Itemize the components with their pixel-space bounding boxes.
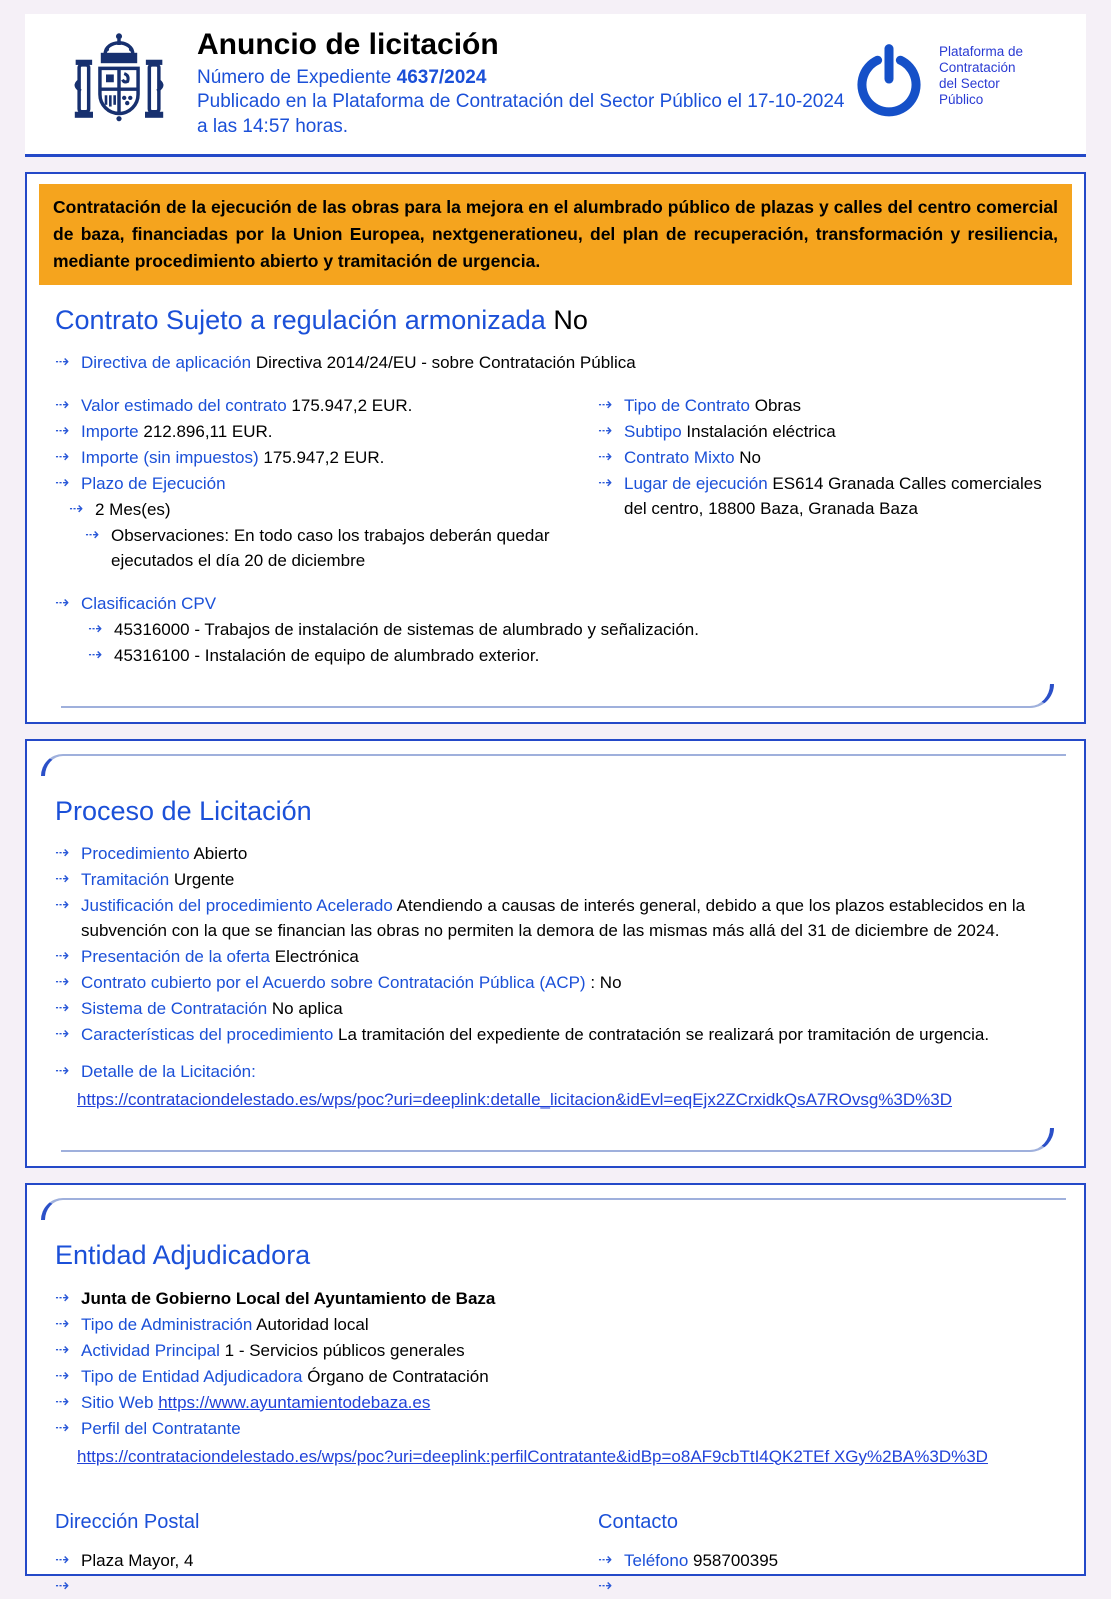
right-column: [598, 392, 1056, 574]
field-value: 175.947,2 EUR.: [291, 396, 413, 416]
dashed-arrow-icon: ⇢: [55, 1417, 70, 1438]
field-label: Contrato cubierto por el Acuerdo sobre Contratación Pública (ACP): [81, 973, 586, 993]
field-value: 958700395: [693, 1550, 779, 1570]
dashed-arrow-icon: ⇢: [55, 1575, 70, 1596]
field-row: [55, 970, 1056, 995]
field-row: [55, 1286, 1056, 1311]
field-value: Abierto: [193, 844, 248, 864]
field-row: [55, 944, 1056, 969]
dashed-arrow-icon: ⇢: [55, 1549, 70, 1570]
field-value: Plaza Mayor, 4: [81, 1550, 194, 1570]
section-title-text: Contrato Sujeto a regulación armonizada: [55, 305, 546, 336]
section-proceso: [25, 739, 1086, 1168]
dashed-arrow-icon: ⇢: [55, 946, 70, 967]
section-entidad: [25, 1183, 1086, 1596]
profile-link-row: [55, 1444, 1056, 1469]
header-text-block: [197, 26, 848, 139]
field-value: Autoridad local: [256, 1314, 369, 1334]
section-end-curve: [61, 1128, 1054, 1152]
published-line: Publicado en la Plataforma de Contratación del Sector Público el 17-10-2024 a las 14:57 horas.: [197, 91, 845, 137]
platform-logo-line: del Sector: [939, 75, 1000, 91]
field-row: [55, 1022, 1056, 1047]
section-title: [55, 305, 1056, 336]
power-icon: [848, 34, 930, 124]
field-value: La tramitación del expediente de contratación se realizará por tramitación de urgencia.: [338, 1025, 990, 1045]
field-label: Justificación del procedimiento Acelerado: [81, 896, 393, 916]
field-label: Sitio Web: [81, 1392, 154, 1412]
field-row: [69, 497, 598, 522]
header: [25, 14, 1086, 157]
org-name: Junta de Gobierno Local del Ayuntamiento de Baza: [81, 1288, 496, 1308]
field-label: Valor estimado del contrato: [81, 396, 287, 416]
field-row: [598, 1548, 1056, 1573]
field-value: 45316100 - Instalación de equipo de alumbrado exterior.: [114, 646, 540, 666]
field-label: Clasificación CPV: [81, 594, 217, 614]
field-row: [55, 419, 598, 444]
field-row: [55, 350, 1056, 375]
field-value: : No: [590, 973, 622, 993]
dashed-arrow-icon: ⇢: [55, 395, 70, 416]
dashed-arrow-icon: ⇢: [55, 1313, 70, 1334]
dashed-arrow-icon: ⇢: [55, 1391, 70, 1412]
field-row: [55, 1416, 1056, 1441]
dashed-arrow-icon: ⇢: [55, 843, 70, 864]
field-label: Sistema de Contratación: [81, 999, 268, 1019]
field-row: [55, 471, 598, 496]
field-label: Directiva de aplicación: [81, 353, 252, 373]
dashed-arrow-icon: ⇢: [55, 1061, 70, 1082]
section-title: Proceso de Licitación: [55, 796, 312, 827]
field-label: Procedimiento: [81, 844, 190, 864]
field-value: 2 Mes(es): [95, 500, 171, 520]
field-value: No: [739, 448, 762, 468]
page-title: Anuncio de licitación: [197, 28, 499, 61]
dashed-arrow-icon: ⇢: [85, 525, 100, 546]
dashed-arrow-icon: ⇢: [598, 447, 613, 468]
field-row: [55, 591, 1056, 616]
spain-coat-of-arms-logo: [67, 28, 171, 140]
field-row: [55, 393, 598, 418]
detail-link-row: [55, 1087, 1056, 1112]
field-label: Actividad Principal: [81, 1340, 220, 1360]
banner: Contratación de la ejecución de las obras para la mejora en el alumbrado público de plazas y calles del centro comercial de baza, financiadas por la Union Europea, nextgenerationeu, del plan de recuperación, transformación y resiliencia, mediante procedimiento abierto y tramitación de urgencia.: [39, 184, 1072, 285]
profile-link[interactable]: https://contrataciondelestado.es/wps/poc?uri=deeplink:perfilContratante&idBp=o8AF9cbTtI4QK2TEf XGy%2BA%3D%3D: [77, 1446, 988, 1466]
two-column-area: [55, 392, 1056, 574]
field-row: [55, 445, 598, 470]
field-value: Observaciones: En todo caso los trabajos deberán quedar ejecutados el día 20 de diciembre: [111, 526, 550, 571]
left-column: [55, 392, 598, 574]
field-row: [55, 1548, 598, 1573]
field-value: Obras: [754, 396, 802, 416]
field-row: [88, 643, 1056, 668]
dashed-arrow-icon: ⇢: [55, 1365, 70, 1386]
platform-logo-line: Público: [939, 91, 984, 107]
expediente-label: Número de Expediente: [197, 67, 392, 88]
field-row: [55, 1312, 1056, 1337]
field-label: Tipo de Entidad Adjudicadora: [81, 1366, 303, 1386]
field-label: Subtipo: [624, 422, 682, 442]
field-row: [55, 841, 1056, 866]
dashed-arrow-icon: ⇢: [55, 421, 70, 442]
field-value: 45316000 - Trabajos de instalación de sistemas de alumbrado y señalización.: [114, 620, 699, 640]
dashed-arrow-icon: ⇢: [55, 972, 70, 993]
dashed-arrow-icon: ⇢: [55, 869, 70, 890]
field-row: [598, 393, 1056, 418]
field-row: [598, 419, 1056, 444]
field-value: ES614 Granada Calles comerciales del centro, 18800 Baza, Granada Baza: [624, 474, 1042, 519]
dashed-arrow-icon: ⇢: [55, 447, 70, 468]
dashed-arrow-icon: ⇢: [69, 499, 84, 520]
field-row: [598, 445, 1056, 470]
field-label: Importe: [81, 422, 139, 442]
field-value: No aplica: [271, 999, 343, 1019]
field-label: Tipo de Contrato: [624, 396, 750, 416]
field-row: [55, 996, 1056, 1021]
field-value: 1 - Servicios públicos generales: [224, 1340, 465, 1360]
dashed-arrow-icon: ⇢: [598, 421, 613, 442]
section-end-curve: [61, 684, 1054, 708]
field-label: Detalle de la Licitación:: [81, 1062, 256, 1082]
field-label: Perfil del Contratante: [81, 1418, 241, 1438]
contacto-column: [598, 1487, 1056, 1596]
platform-logo-line: Contratación: [939, 59, 1016, 75]
field-label: Tramitación: [81, 870, 170, 890]
dashed-arrow-icon: ⇢: [55, 593, 70, 614]
field-value: 212.896,11 EUR.: [143, 422, 273, 442]
field-row: [598, 471, 1056, 521]
dashed-arrow-icon: ⇢: [55, 895, 70, 916]
section-title: Entidad Adjudicadora: [55, 1240, 311, 1271]
field-value: Atendiendo a causas de interés general, debido a que los plazos establecidos en la subvención con la que se financian las obras no permiten la demora de las mismas más allá del 31 de diciembre de 2024.: [81, 896, 1026, 941]
field-row: [55, 1338, 1056, 1363]
field-row: [55, 893, 1056, 943]
field-row: [85, 523, 598, 573]
section-title-value: No: [553, 305, 588, 336]
platform-logo-line: Plataforma de: [939, 44, 1024, 59]
expediente-number: 4637/2024: [396, 67, 487, 88]
field-label: Importe (sin impuestos): [81, 448, 259, 468]
website-link[interactable]: https://www.ayuntamientodebaza.es: [158, 1392, 431, 1412]
dashed-arrow-icon: ⇢: [55, 1339, 70, 1360]
dashed-arrow-icon: ⇢: [88, 619, 103, 640]
direccion-postal-title: Dirección Postal: [55, 1510, 200, 1533]
field-value: 175.947,2 EUR.: [263, 448, 385, 468]
field-label: Lugar de ejecución: [624, 474, 768, 494]
dashed-arrow-icon: ⇢: [55, 998, 70, 1019]
dashed-arrow-icon: ⇢: [598, 395, 613, 416]
field-value: Directiva 2014/24/EU - sobre Contratación Pública: [255, 353, 636, 373]
field-row: [55, 1059, 1056, 1084]
dashed-arrow-icon: ⇢: [55, 473, 70, 494]
field-label: Presentación de la oferta: [81, 947, 271, 967]
field-row: [55, 1364, 1056, 1389]
field-label: Características del procedimiento: [81, 1025, 334, 1045]
dashed-arrow-icon: ⇢: [88, 645, 103, 666]
dashed-arrow-icon: ⇢: [55, 352, 70, 373]
expediente-line: [197, 66, 848, 90]
field-row: [88, 617, 1056, 642]
field-value: Órgano de Contratación: [307, 1366, 489, 1386]
dashed-arrow-icon: ⇢: [598, 1549, 613, 1570]
field-value: Electrónica: [274, 947, 359, 967]
field-label: Teléfono: [624, 1550, 689, 1570]
field-row: [55, 867, 1056, 892]
field-row: [55, 1390, 1056, 1415]
dashed-arrow-icon: ⇢: [55, 1287, 70, 1308]
field-label: Tipo de Administración: [81, 1314, 253, 1334]
dashed-arrow-icon: ⇢: [598, 473, 613, 494]
section-start-curve: [41, 1198, 1066, 1220]
address-contact-area: [55, 1487, 1056, 1596]
field-value: Instalación eléctrica: [686, 422, 836, 442]
platform-logo: [848, 34, 1066, 124]
field-label: Contrato Mixto: [624, 448, 735, 468]
direccion-postal-column: [55, 1487, 598, 1596]
section-start-curve: [41, 754, 1066, 776]
contacto-title: Contacto: [598, 1510, 679, 1533]
dashed-arrow-icon: ⇢: [598, 1575, 613, 1596]
dashed-arrow-icon: ⇢: [55, 1024, 70, 1045]
detail-link[interactable]: https://contrataciondelestado.es/wps/poc?uri=deeplink:detalle_licitacion&idEvl=eqEjx2ZCrxidkQsA7ROvsg%3D%3D: [77, 1090, 953, 1110]
section-contrato: [25, 172, 1086, 724]
field-label: Plazo de Ejecución: [81, 474, 226, 494]
platform-logo-text: [939, 34, 1023, 124]
field-value: Urgente: [173, 870, 235, 890]
